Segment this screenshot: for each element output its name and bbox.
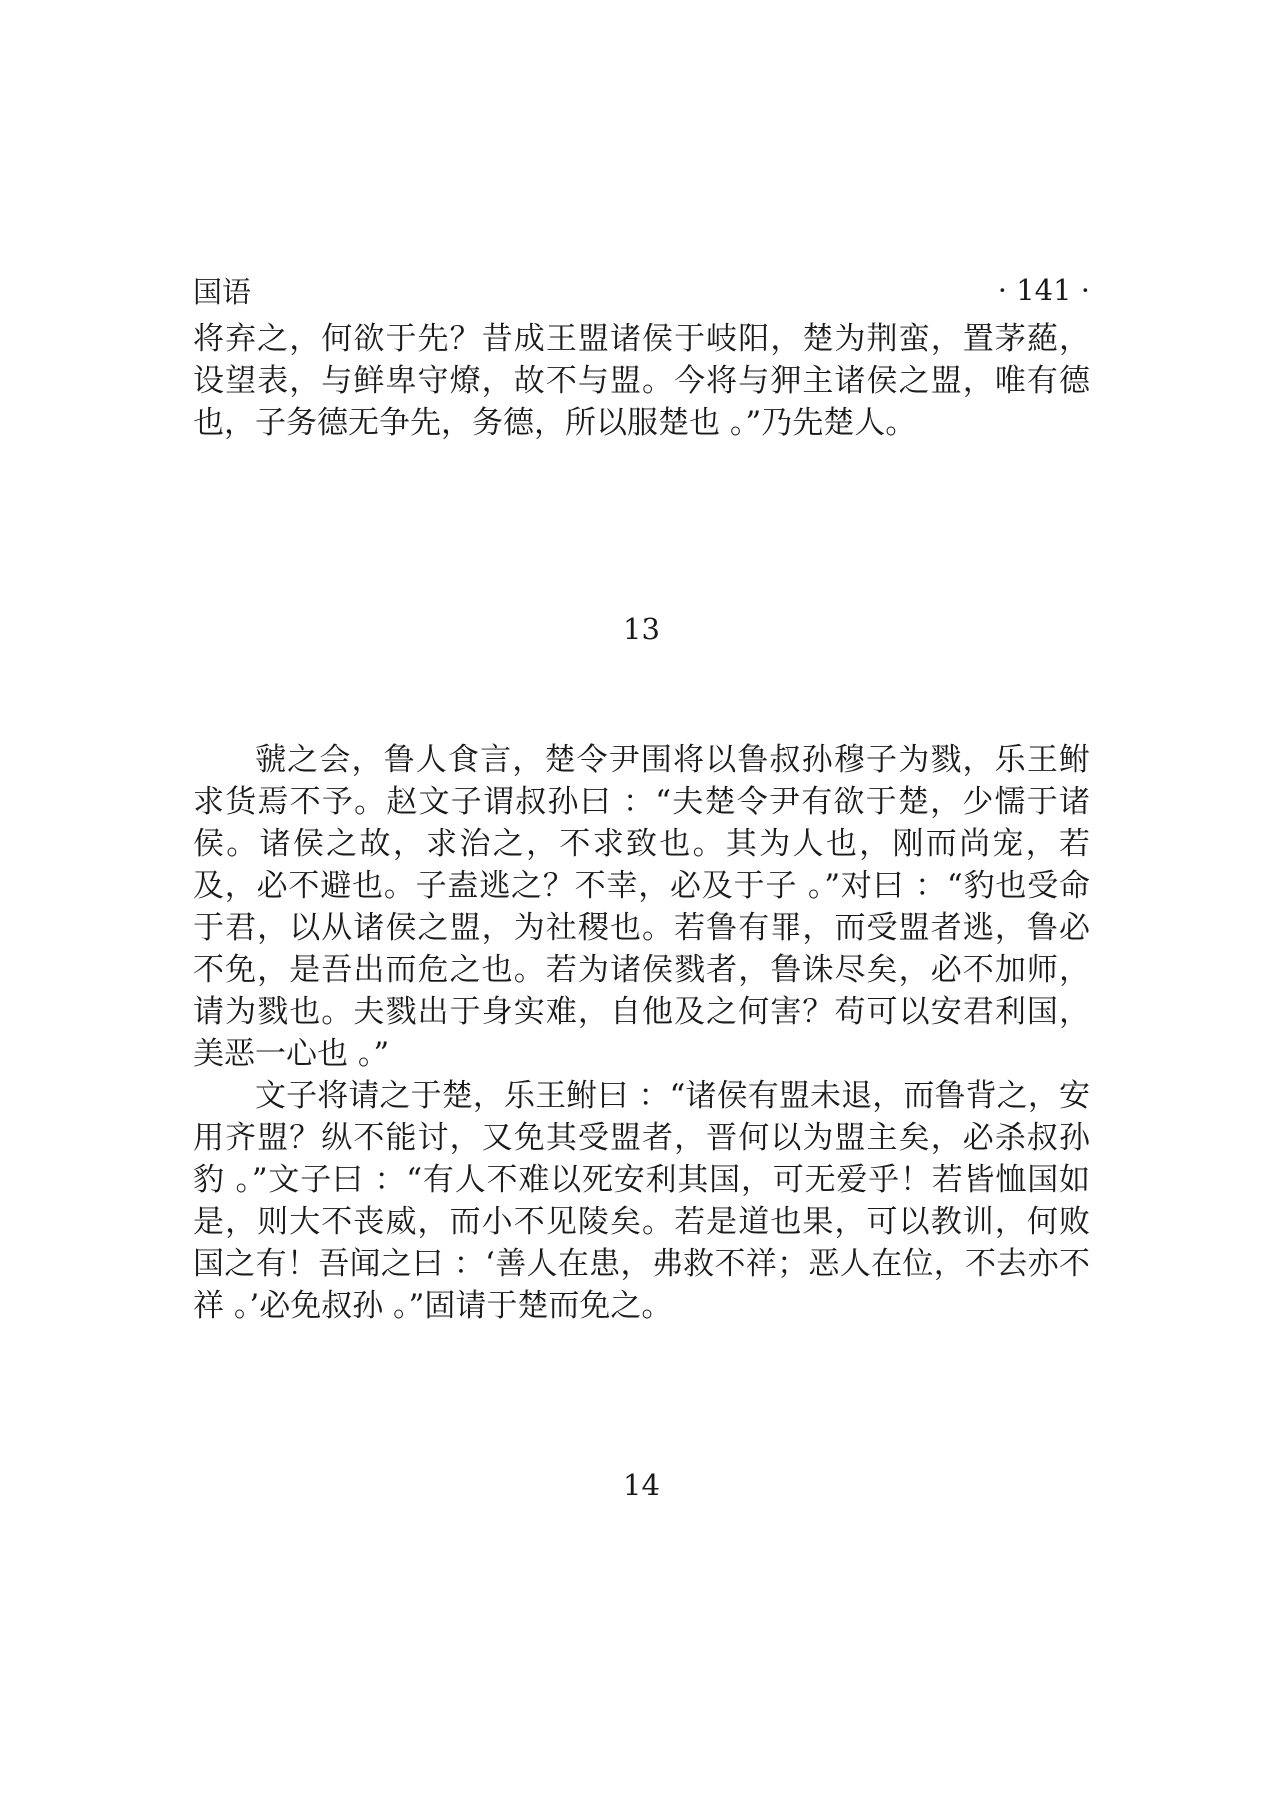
book-title: 国语: [193, 274, 252, 309]
continuation-paragraph: 将弃之，何欲于先？昔成王盟诸侯于岐阳，楚为荆蛮，置茅蕝，设望表，与鲜卑守燎，故不与盟。今将与狎主诸侯之盟，唯有德也，子务德无争先，务德，所以服楚也 。”乃先楚人。: [193, 321, 1090, 441]
running-header: [193, 270, 1090, 310]
section-number-14: 14: [623, 1468, 660, 1502]
section-number-13: 13: [623, 612, 660, 646]
continuation-text: [193, 318, 1090, 444]
section-13-paragraph-2: 文子将请之于楚，乐王鲋曰 ：“诸侯有盟未退，而鲁背之，安用齐盟？纵不能讨，又免其受盟者，晋何以为盟主矣，必杀叔孙豹 。”文子曰 ：“有人不难以死安利其国，可无爱乎！若皆恤国如是，则大不丧威，而小不见陵矣。若是道也果，可以教训，何败国之有！吾闻之曰 ：‘善人在患，弗救不祥；恶人在位，不去亦不祥 。’必免叔孙 。”固请于楚而免之。: [193, 1078, 1090, 1324]
section-13-paragraph-1: 虢之会，鲁人食言，楚令尹围将以鲁叔孙穆子为戮，乐王鲋求货焉不予。赵文子谓叔孙曰 ：“夫楚令尹有欲于楚，少懦于诸侯。诸侯之故，求治之，不求致也。其为人也，刚而尚宠，若及，必不避也。子盍逃之？不幸，必及于子 。”对曰 ：“豹也受命于君，以从诸侯之盟，为社稷也。若鲁有罪，而受盟者逃，鲁必不免，是吾出而危之也。若为诸侯戮者，鲁诛尽矣，必不加师，请为戮也。夫戮出于身实难，自他及之何害？苟可以安君利国，美恶一心也 。”: [193, 742, 1090, 1072]
page-number: · 141 ·: [997, 273, 1090, 307]
section-13-body: [193, 739, 1090, 1327]
